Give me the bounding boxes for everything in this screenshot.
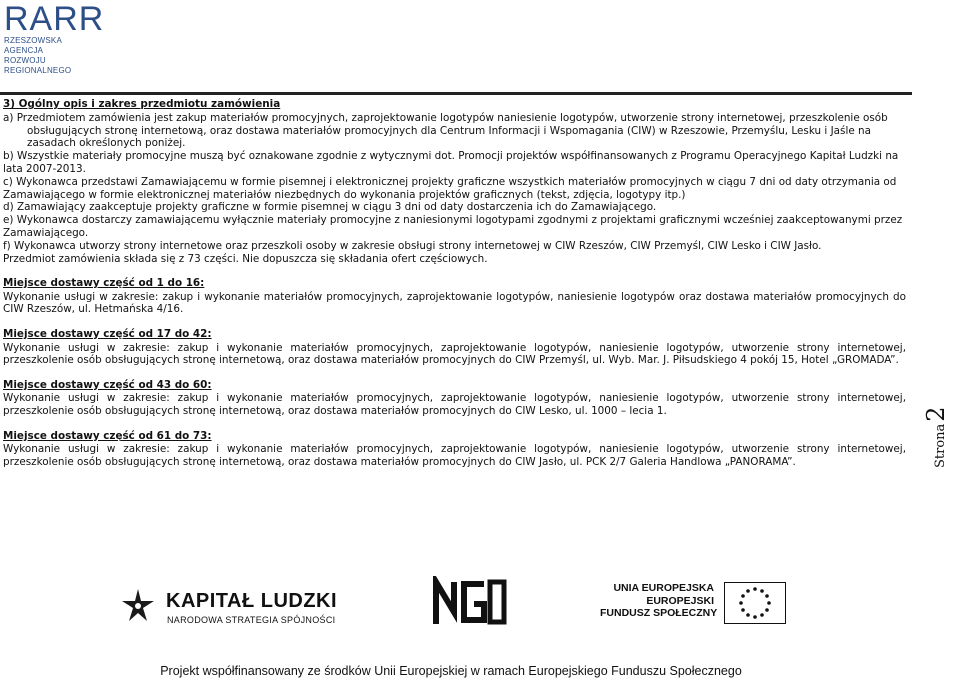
delivery-text: Wykonanie usługi w zakresie: zakup i wykonanie materiałów promocyjnych, zaprojektowanie logotypów, naniesienie logotypów, utworzenie strony internetowej, przeszkolenie osób obsługujących stronę internetową, oraz dostawa materiałów promocyjnych do CIW Przemyśl, ul. Wyb. Mar. J. Piłsudskiego 4 pokój 15, Hotel „GROMADA”. [3,341,906,367]
logo-line-1: RZESZOWSKA AGENCJA [4,36,62,55]
spacer [3,316,906,328]
ue-line-3: FUNDUSZ SPOŁECZNY [600,607,718,619]
section-title: 3) Ogólny opis i zakres przedmiotu zamówienia [3,98,281,110]
rarr-logo [4,0,105,75]
footer-text: Projekt współfinansowany ze środków Unii Europejskiej w ramach Europejskiego Funduszu Społecznego [160,664,742,678]
paragraph-b: b) Wszystkie materiały promocyjne muszą być oznakowane zgodnie z wytycznymi dot. Promocji projektów współfinansowanych z Programu Operacyjnego Kapitał Ludzki na lata 2007-2013. [3,150,899,175]
ue-line-2: EUROPEJSKI [646,594,714,607]
page-number: 2 [922,406,950,422]
delivery-text: Wykonanie usługi w zakresie: zakup i wykonanie materiałów promocyjnych, zaprojektowanie logotypów, naniesienie logotypów, utworzenie strony internetowej, przeszkolenie osób obsługujących stronę internetową, oraz dostawa materiałów promocyjnych do CIW Jasło, ul. PCK 2/7 Galeria Handlowa „PANORAMA”. [3,443,906,469]
delivery-heading: Miejsce dostawy część od 1 do 16: [3,276,205,289]
delivery-heading: Miejsce dostawy część od 17 do 42: [3,327,212,340]
delivery-text: Wykonanie usługi w zakresie: zakup i wykonanie materiałów promocyjnych, zaprojektowanie logotypów, naniesienie logotypów oraz dostawa materiałów promocyjnych do CIW Rzeszów, ul. Hetmańska 4/16. [3,290,906,316]
paragraph-a-line-1: a) Przedmiotem zamówienia jest zakup materiałów promocyjnych, zaprojektowanie logotypów naniesienie logotypów, utworzenie strony internetowej, przeszkolenie osób [3,111,888,124]
spacer [3,418,906,430]
eu-flag-icon [724,582,786,624]
document-body [3,98,906,469]
spacer [3,265,906,277]
logo-letters: RARR [4,0,105,38]
paragraph-e: e) Wykonawca dostarczy zamawiającemu wyłącznie materiały promocyjne z naniesionymi logotypami zgodnymi z projektami graficznymi wcześniej zaakceptowanymi przez Zamawiającego. [3,214,903,239]
page-label: Strona [933,423,948,468]
delivery-text: Wykonanie usługi w zakresie: zakup i wykonanie materiałów promocyjnych, zaprojektowanie logotypów, naniesienie logotypów, utworzenie strony internetowej, przeszkolenie osób obsługujących stronę internetową, oraz dostawa materiałów promocyjnych do CIW Lesko, ul. 1000 – lecia 1. [3,392,906,418]
ngo-logo [432,576,508,628]
kl-star-icon [120,588,156,624]
paragraph-d: d) Zamawiający zaakceptuje projekty graficzne w formie pisemnej w ciągu 3 dni od daty dostarczenia ich do Zamawiającego. [3,201,657,214]
delivery-heading: Miejsce dostawy część od 61 do 73: [3,429,212,442]
footer-logos [0,560,960,640]
spacer [3,367,906,379]
paragraph-g: Przedmiot zamówienia składa się z 73 części. Nie dopuszcza się składania ofert częściowych. [3,252,488,265]
header-rule [0,92,912,95]
page-number-label [922,408,952,468]
ue-text-block [600,582,718,620]
paragraph-c: c) Wykonawca przedstawi Zamawiającemu w formie pisemnej i elektronicznej projekty graficzne wszystkich materiałów promocyjnych w ciągu 7 dni od daty otrzymania od Zamawiającego w formie elektronicznej materiałów niezbędnych do wykonania projektów graficznych (tekst, zdjęcia, logotypy itp.) [3,175,897,201]
logo-line-2: ROZWOJU REGIONALNEGO [4,56,72,75]
kl-title: KAPITAŁ LUDZKI [166,590,338,612]
ue-line-1: UNIA EUROPEJSKA [613,582,714,594]
delivery-heading: Miejsce dostawy część od 43 do 60: [3,378,212,391]
paragraph-a-line-2: obsługujących stronę internetową, oraz dostawa materiałów promocyjnych dla Centrum Informacji i Wspomagania (CIW) w Rzeszowie, Przemyślu, Lesku i Jaśle na [27,124,871,137]
paragraph-a-line-3: zasadach określonych poniżej. [27,137,186,150]
kl-subtitle: NARODOWA STRATEGIA SPÓJNOŚCI [167,615,336,625]
paragraph-f: f) Wykonawca utworzy strony internetowe oraz przeszkoli osoby w zakresie obsługi strony internetowej w CIW Rzeszów, CIW Przemyśl, CIW Lesko i CIW Jasło. [3,239,822,252]
